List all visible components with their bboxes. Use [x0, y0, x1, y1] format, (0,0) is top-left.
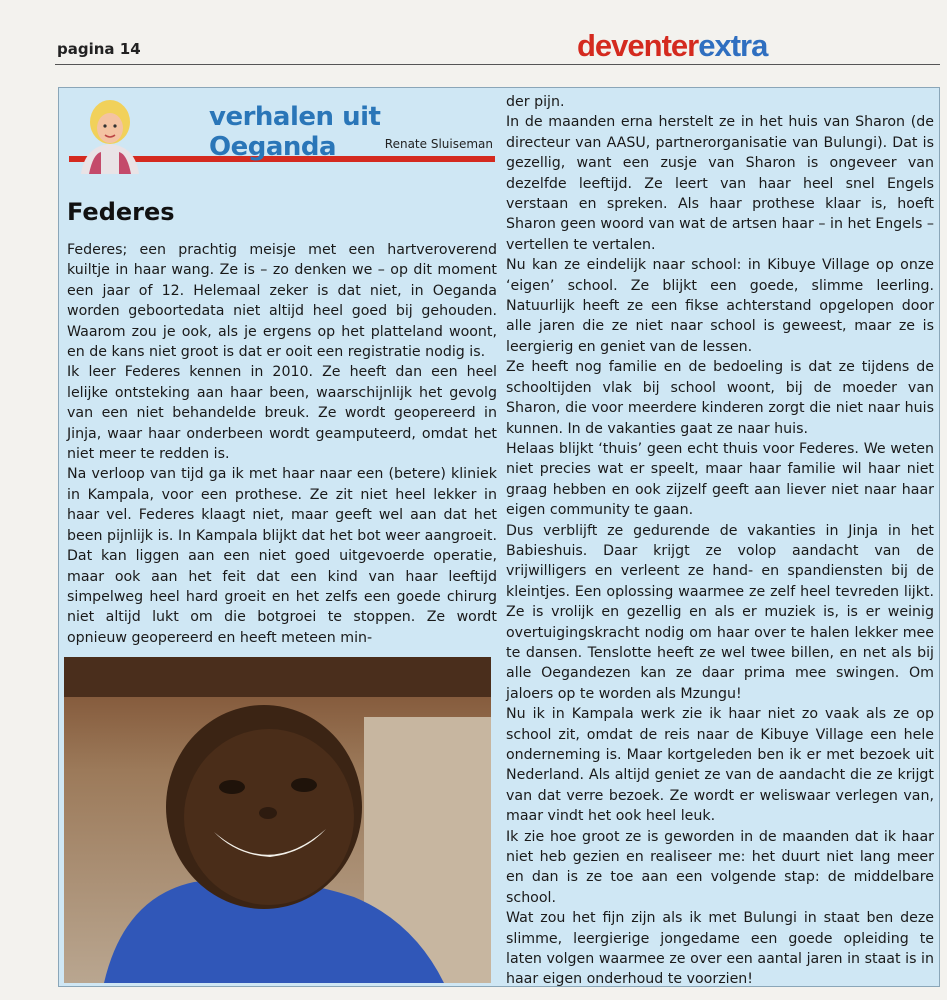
article-column-right: [506, 92, 934, 990]
article-column-left: [67, 240, 497, 648]
top-divider: [55, 64, 940, 65]
paragraph: Nu ik in Kampala werk zie ik haar niet zo vaak als ze op school zit, omdat de reis naar de Kibuye Village een hele onderneming is. Maar kortgeleden ben ik er met bezoek uit Nederland. Als altijd geniet ze van de aandacht die ze krijgt van dat verre bezoek. Ze wordt er weliswaar verlegen van, maar vindt het ook heel leuk.: [506, 706, 934, 825]
page-number: pagina 14: [57, 40, 141, 58]
paragraph: Nu kan ze eindelijk naar school: in Kibuye Village op onze ‘eigen’ school. Ze blijkt een goede, slimme leerling. Natuurlijk heeft ze een fikse achterstand opgelopen door alle jaren die ze niet naar school is geweest, maar ze is leergierig en geniet van de lessen.: [506, 257, 934, 355]
paragraph: Dus verblijft ze gedurende de vakanties in Jinja in het Babieshuis. Daar krijgt ze volop aandacht van de vrijwilligers en verleent ze hand- en spandiensten bij de kleintjes. Een oplossing waarmee ze zelf heel tevreden lijkt. Ze is vrolijk en gezellig en als er muziek is, is er weinig overtuigingskracht nodig om haar over te halen lekker mee te dansen. Tenslotte heeft ze wel twee billen, en net als bij alle Oegandezen kan ze daar prima mee swingen. Om jaloers op te worden als Mzungu!: [506, 522, 934, 702]
paragraph: der pijn.: [506, 94, 565, 110]
article-title: Federes: [67, 198, 175, 226]
column-title: verhalen uit Oeganda: [209, 102, 381, 162]
paragraph: Federes; een prachtig meisje met een hartveroverend kuiltje in haar wang. Ze is – zo denken we – op dit moment een jaar of 12. Helemaal zeker is dat niet, in Oeganda worden geboortedata niet altijd heel goed bij gehouden. Waarom zou je ook, als je ergens op het platteland woont, en de kans niet groot is dat er ooit een registratie nodig is.: [67, 242, 497, 361]
article-photo: [64, 657, 491, 983]
paragraph: In de maanden erna herstelt ze in het huis van Sharon (de directeur van AASU, partnerorganisatie van Bulungi). Dat is gezellig, want een zusje van Sharon is ongeveer van dezelfde leeftijd. Ze leert van haar heel snel Engels verstaan en spreken. Als haar prothese klaar is, hoeft Sharon geen woord van wat de artsen haar – in het Engels – vertellen te vertalen.: [506, 114, 934, 253]
paragraph: Na verloop van tijd ga ik met haar naar een (betere) kliniek in Kampala, voor een prothese. Ze zit niet heel lekker in haar vel. Federes klaagt niet, maar geeft wel aan dat het been pijnlijk is. In Kampala blijkt dat het bot weer aangroeit. Dat kan liggen aan een niet goed uitgevoerde operatie, maar ook aan het feit dat een kind van haar leeftijd simpelweg heel hard groeit en het zelfs een goede chirurg niet altijd lukt om die botgroei te stoppen. Ze wordt opnieuw geopereerd en heeft meteen min-: [67, 466, 497, 646]
brand-logo: [577, 28, 767, 64]
article-panel: [58, 87, 940, 987]
brand-logo-part1: deventer: [577, 28, 699, 63]
paragraph: Ze heeft nog familie en de bedoeling is dat ze tijdens de schooltijden vlak bij school woont, bij de moeder van Sharon, die voor meerdere kinderen zorgt die niet naar huis kunnen. In de vakanties gaat ze naar huis.: [506, 359, 934, 437]
paragraph: Ik leer Federes kennen in 2010. Ze heeft dan een heel lelijke ontsteking aan haar been, waarschijnlijk het gevolg van een niet behandelde breuk. Ze wordt geopereerd in Jinja, waar haar onderbeen wordt geamputeerd, omdat het niet meer te redden is.: [67, 364, 497, 463]
paragraph: Wat zou het fijn zijn als ik met Bulungi in staat ben deze slimme, leergierige jongedame een goede opleiding te laten volgen waarmee ze over een aantal jaren in staat is in haar eigen onderhoud te voorzien!: [506, 910, 934, 988]
column-header: [59, 88, 499, 238]
brand-logo-part2: extra: [698, 28, 768, 63]
author-name: Renate Sluiseman: [384, 137, 493, 151]
paragraph: Ik zie hoe groot ze is geworden in de maanden dat ik haar niet heb gezien en realiseer me: het duurt niet lang meer en dan is ze toe aan een volgende stap: de middelbare school.: [506, 828, 934, 906]
paragraph: Helaas blijkt ‘thuis’ geen echt thuis voor Federes. We weten niet precies wat er speelt, maar haar familie wil haar niet graag hebben en ook zijzelf geeft aan liever niet naar haar eigen community te gaan.: [506, 440, 934, 519]
author-avatar: [71, 94, 149, 174]
